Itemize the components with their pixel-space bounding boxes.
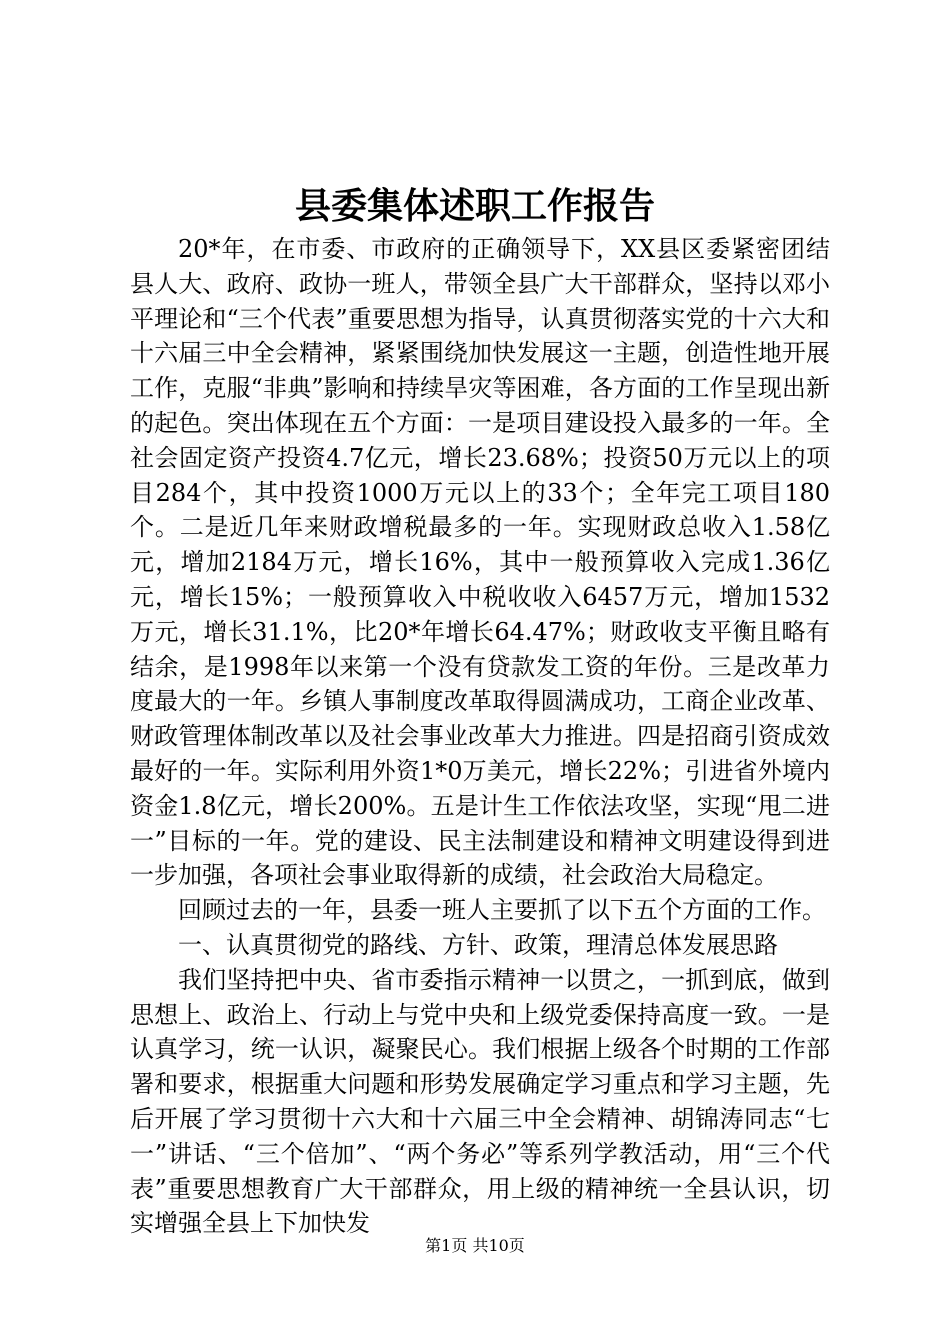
paragraph-summary: 20*年，在市委、市政府的正确领导下，XX县区委紧密团结县人大、政府、政协一班人，带领全县广大干部群众，坚持以邓小平理论和“三个代表”重要思想为指导，认真贯彻落实党的十六大和十六届三中全会精神，紧紧围绕加快发展这一主题，创造性地开展工作，克服“非典”影响和持续旱灾等困难，各方面的工作呈现出新的起色。突出体现在五个方面：一是项目建设投入最多的一年。全社会固定资产投资4.7亿元，增长23.68%；投资50万元以上的项目284个，其中投资1000万元以上的33个；全年完工项目180个。二是近几年来财政增税最多的一年。实现财政总收入1.58亿元，增加2184万元，增长16%，其中一般预算收入完成1.36亿元，增长15%；一般预算收入中税收收入6457万元，增加1532万元，增长31.1%，比20*年增长64.47%；财政收支平衡且略有结余，是1998年以来第一个没有贷款发工资的年份。三是改革力度最大的一年。乡镇人事制度改革取得圆满成功，工商企业改革、财政管理体制改革以及社会事业改革大力推进。四是招商引资成效最好的一年。实际利用外资1*0万美元，增长22%；引进省外境内资金1.8亿元，增长200%。五是计生工作依法攻坚，实现“甩二进一”目标的一年。党的建设、民主法制建设和精神文明建设得到进一步加强，各项社会事业取得新的成绩，社会政治大局稳定。 <box>130 235 830 890</box>
section-heading-1: 一、认真贯彻党的路线、方针、政策，理清总体发展思路 <box>178 930 778 959</box>
paragraph-section-1: 我们坚持把中央、省市委指示精神一以贯之，一抓到底，做到思想上、政治上、行动上与党中央和上级党委保持高度一致。一是认真学习，统一认识，凝聚民心。我们根据上级各个时期的工作部署和要求，根据重大问题和形势发展确定学习重点和学习主题，先后开展了学习贯彻十六大和十六届三中全会精神、胡锦涛同志“七一”讲话、“三个倍加”、“两个务必”等系列学教活动，用“三个代表”重要思想教育广大干部群众，用上级的精神统一全县认识，切实增强全县上下加快发 <box>130 965 830 1238</box>
paragraph-review-intro: 回顾过去的一年，县委一班人主要抓了以下五个方面的工作。 <box>178 896 826 925</box>
document-body <box>130 232 830 1241</box>
document-title: 县委集体述职工作报告 <box>294 185 655 227</box>
page-number: 第1页 共10页 <box>425 1236 525 1255</box>
